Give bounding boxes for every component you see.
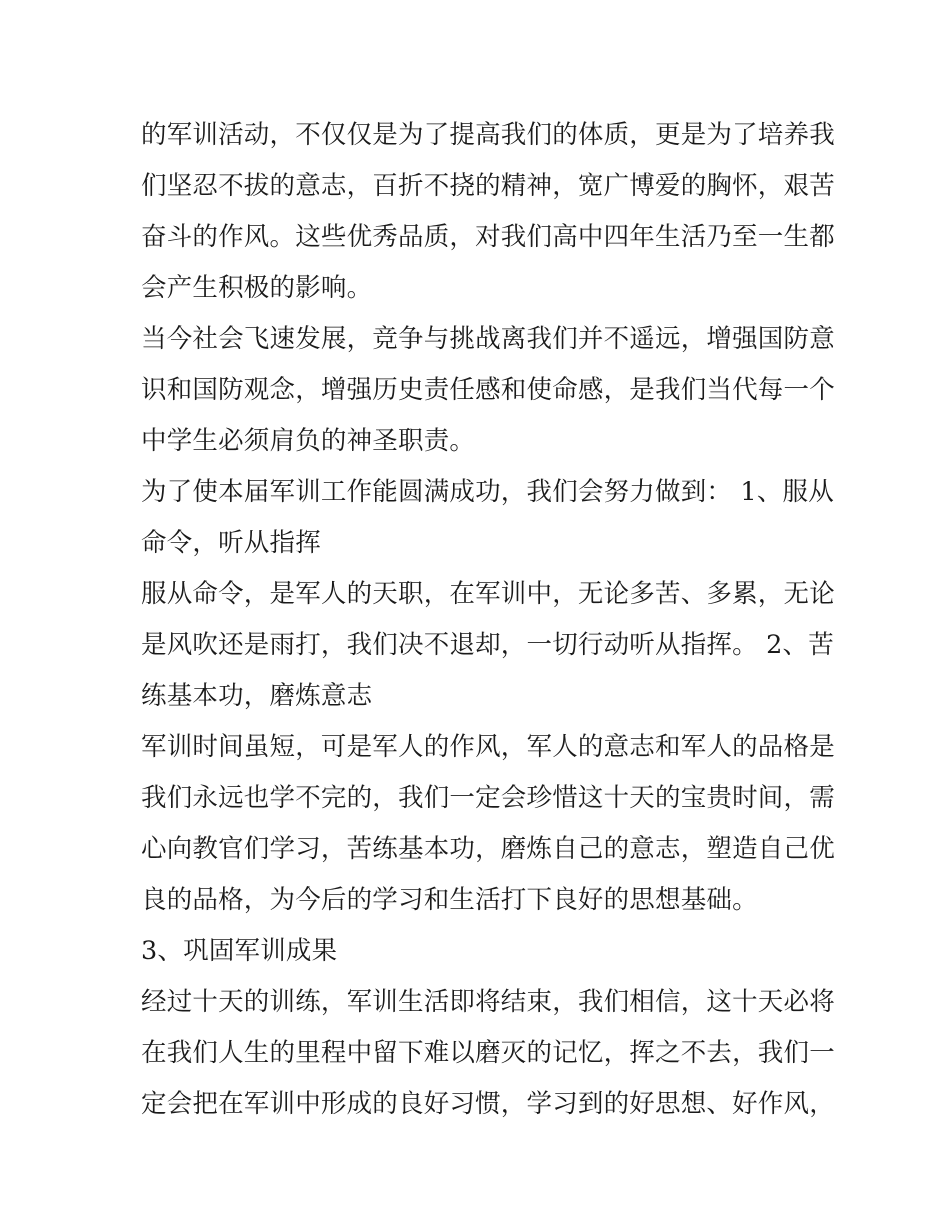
text-line: 奋斗的作风。这些优秀品质，对我们高中四年生活乃至一生都 xyxy=(141,222,835,252)
text-line: 定会把在军训中形成的良好习惯，学习到的好思想、好作风， xyxy=(141,1089,835,1119)
text-line: 们坚忍不拔的意志，百折不挠的精神，宽广博爱的胸怀，艰苦 xyxy=(141,171,835,201)
text-line: 的军训活动，不仅仅是为了提高我们的体质，更是为了培养我 xyxy=(141,120,835,150)
text-line: 在我们人生的里程中留下难以磨灭的记忆，挥之不去，我们一 xyxy=(141,1038,835,1068)
text-line: 识和国防观念，增强历史责任感和使命感，是我们当代每一个 xyxy=(141,375,835,405)
text-line: 心向教官们学习，苦练基本功，磨炼自己的意志，塑造自己优 xyxy=(141,834,835,864)
text-line: 3、巩固军训成果 xyxy=(141,936,338,966)
text-line: 良的品格，为今后的学习和生活打下良好的思想基础。 xyxy=(141,885,758,915)
text-line: 练基本功，磨炼意志 xyxy=(141,681,373,711)
text-line: 服从命令，是军人的天职，在军训中，无论多苦、多累，无论 xyxy=(141,579,835,609)
text-line: 我们永远也学不完的，我们一定会珍惜这十天的宝贵时间，需 xyxy=(141,783,835,813)
text-line: 为了使本届军训工作能圆满成功，我们会努力做到： 1、服从 xyxy=(141,477,834,507)
text-line: 军训时间虽短，可是军人的作风，军人的意志和军人的品格是 xyxy=(141,732,835,762)
text-line: 经过十天的训练，军训生活即将结束，我们相信，这十天必将 xyxy=(141,987,835,1017)
text-line: 当今社会飞速发展，竞争与挑战离我们并不遥远，增强国防意 xyxy=(141,324,835,354)
text-line: 是风吹还是雨打，我们决不退却，一切行动听从指挥。 2、苦 xyxy=(141,630,834,660)
text-line: 中学生必须肩负的神圣职责。 xyxy=(141,426,476,456)
document-body xyxy=(141,110,835,1130)
text-line: 会产生积极的影响。 xyxy=(141,273,373,303)
text-line: 命令，听从指挥 xyxy=(141,528,321,558)
